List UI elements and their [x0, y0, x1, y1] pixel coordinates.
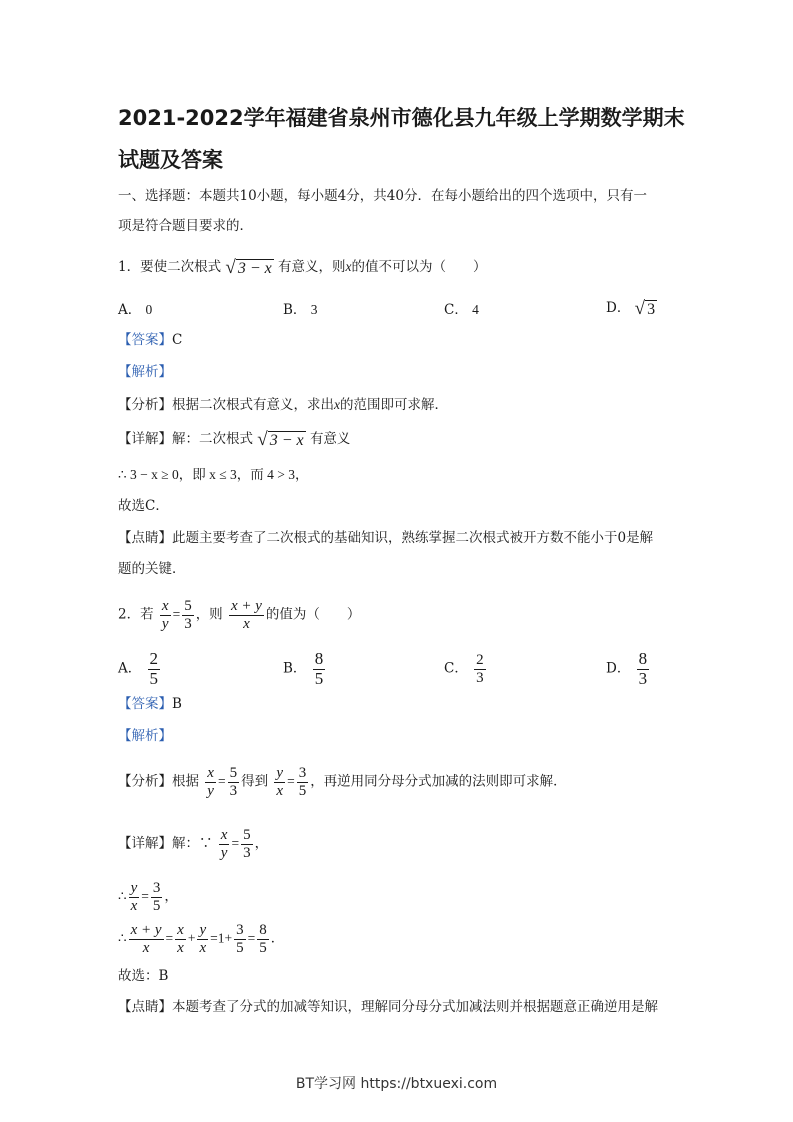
q1-sqrt-expression: √ 3 − x [225, 257, 272, 278]
q1-option-c: C． 4 [444, 302, 479, 318]
q2-option-b: B． $\frac{8}{5}$ [283, 649, 324, 688]
q2-answer: 【答案】B [118, 696, 182, 712]
q1-option-b: B． 3 [283, 302, 318, 318]
q1-answer: 【答案】C [118, 332, 183, 348]
q2-step1: ∴ $\frac{y}{x}$ = $\frac{3}{5}$ ， [118, 880, 178, 914]
q1-dianjing-line2: 题的关键． [118, 561, 186, 577]
sqrt-icon: √ [257, 429, 268, 450]
q2-step2: ∴ $\frac{x + y}{x}$ = $\frac{x}{x}$ + $\frac{y}{x}$ =1+ $\frac{3}{5}$ = $\frac{8}{5}$ ． [118, 922, 285, 956]
q2-dianjing-line1: 【点睛】本题考查了分式的加减等知识，理解同分母分式加减法则并根据题意正确逆用是解 [118, 999, 658, 1015]
document-title-line1: 2021-2022学年福建省泉州市德化县九年级上学期数学期末 [118, 106, 685, 130]
q2-fenxi: 【分析】根据 $\frac{x}{y}$ = $\frac{5}{3}$ 得到 $\frac{y}{x}$ = $\frac{3}{5}$ ，再逆用同分母分式加减的法则即可求解． [118, 765, 567, 799]
q2-fraction-5-over-3: $\frac{5}{3}$ [184, 598, 192, 632]
q2-fraction-x-plus-y-over-x: $\frac{x + y}{x}$ [230, 598, 262, 632]
sqrt-icon: √ [634, 297, 646, 319]
q1-option-a: A． 0 [118, 302, 153, 318]
q2-option-d: D． $\frac{8}{3}$ [606, 649, 648, 688]
q2-option-a: A． $\frac{2}{5}$ [118, 649, 159, 688]
q1-analysis-tag: 【解析】 [118, 364, 172, 380]
q2-option-c: C． $\frac{2}{3}$ [444, 652, 484, 686]
q1-xiangjie-sqrt: √ 3 − x [257, 429, 304, 450]
q1-xiangjie: 【详解】解：二次根式 √ 3 − x 有意义 [118, 429, 351, 450]
q1-fenxi: 【分析】根据二次根式有意义，求出x的范围即可求解． [118, 397, 448, 413]
question-1-stem: 1．要使二次根式 √ 3 − x 有意义，则x的值不可以为（ ） [118, 257, 487, 278]
q2-conclusion: 故选：B [118, 968, 169, 984]
q1-prefix: 1．要使二次根式 [118, 259, 222, 275]
document-title-line2: 试题及答案 [118, 148, 223, 172]
question-2-stem: 2．若 $\frac{x}{y}$ = $\frac{5}{3}$ ，则 $\frac{x + y}{x}$ 的值为（ ） [118, 598, 361, 632]
q1-conclusion: 故选C． [118, 498, 169, 514]
q1-step1: ∴ 3 − x ≥ 0，即 x ≤ 3，而 4 > 3， [118, 467, 309, 482]
section-instructions-line2: 项是符合题目要求的． [118, 218, 253, 234]
q2-xiangjie: 【详解】解：∵ $\frac{x}{y}$ = $\frac{5}{3}$ ， [118, 827, 269, 861]
q2-fraction-x-over-y: $\frac{x}{y}$ [161, 598, 169, 632]
q1-dianjing-line1: 【点睛】此题主要考查了二次根式的基础知识，熟练掌握二次根式被开方数不能小于0是解 [118, 530, 654, 546]
q2-analysis-tag: 【解析】 [118, 728, 172, 744]
section-instructions-line1: 一、选择题：本题共10小题，每小题4分，共40分．在每小题给出的四个选项中，只有一 [118, 188, 647, 204]
footer-watermark: BT学习网 https://btxuexi.com [295, 1076, 498, 1092]
q1-option-d: D． √ 3 [606, 297, 656, 319]
sqrt-icon: √ [225, 257, 236, 278]
